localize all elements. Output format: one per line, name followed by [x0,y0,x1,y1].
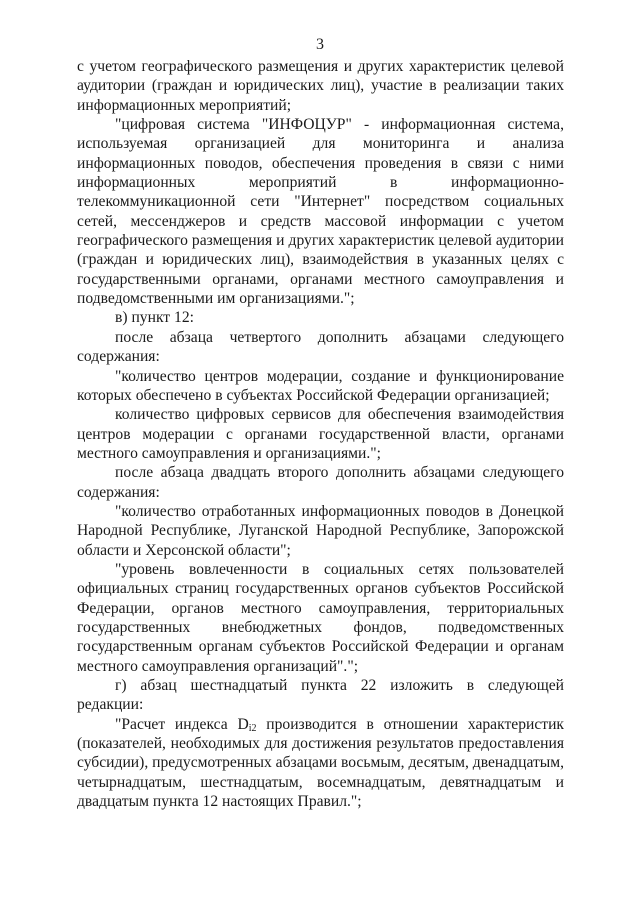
paragraph-10: г) абзац шестнадцатый пункта 22 изложить в следующей редакции: [77,677,564,714]
paragraph-1: с учетом географического размещения и других характеристик целевой аудитории (граждан и юридических лиц), участие в реализации таких информационных мероприятий; [77,58,564,114]
paragraph-4: после абзаца четвертого дополнить абзацами следующего содержания: [77,328,564,366]
paragraph-5: "количество центров модерации, создание и функционирование которых обеспечено в субъектах Российской Федерации организацией; [77,367,564,404]
paragraph-8: "количество отработанных информационных поводов в Донецкой Народной Республике, Луганской Народной Республике, Запорожской области и Херсонской области"; [77,502,564,559]
paragraph-2: "цифровая система "ИНФОЦУР" - информационная система, используемая организацией для мониторинга и анализа информационных поводов, обеспечения проведения в связи с ними информационных мероприятий в информационно-телекоммуникационной сети "Интернет" посредством социальных сетей, мессенджеров и средств массовой информации с учетом географического размещения и других характеристик целевой аудитории (граждан и юридических лиц), взаимодействия в указанных целях с государственными органами, органами местного самоуправления и подведомственными им организациями."; [77,116,564,308]
paragraph-11-start: "Расчет индекса D [115,715,249,733]
paragraph-9: "уровень вовлеченности в социальных сетях пользователей официальных страниц государственных органов субъектов Российской Федерации, органов местного самоуправления, территориальных государственных внебюджетных фондов, подведомственных государственным органам субъектов Российской Федерации и органам местного самоуправления организаций"."; [77,560,564,675]
paragraph-11-end: производится в отношении характеристик (показателей, необходимых для достижения результатов предоставления субсидии), предусмотренных абзацами восьмым, десятым, двенадцатым, четырнадцатым, шестнадцатым, восемнадцатым, девятнадцатым и двадцатым пункта 12 настоящих Правил."; [77,715,565,811]
paragraph-11 [77,715,564,812]
paragraph-7: после абзаца двадцать второго дополнить абзацами следующего содержания: [77,464,564,501]
document-body [77,57,564,811]
page-number: 3 [316,36,324,53]
paragraph-6: количество цифровых сервисов для обеспечения взаимодействия центров модерации с органами государственной власти, органами местного самоуправления и организациями."; [77,406,564,462]
paragraph-3: в) пункт 12: [115,309,194,327]
index-subscript: i2 [248,722,257,734]
